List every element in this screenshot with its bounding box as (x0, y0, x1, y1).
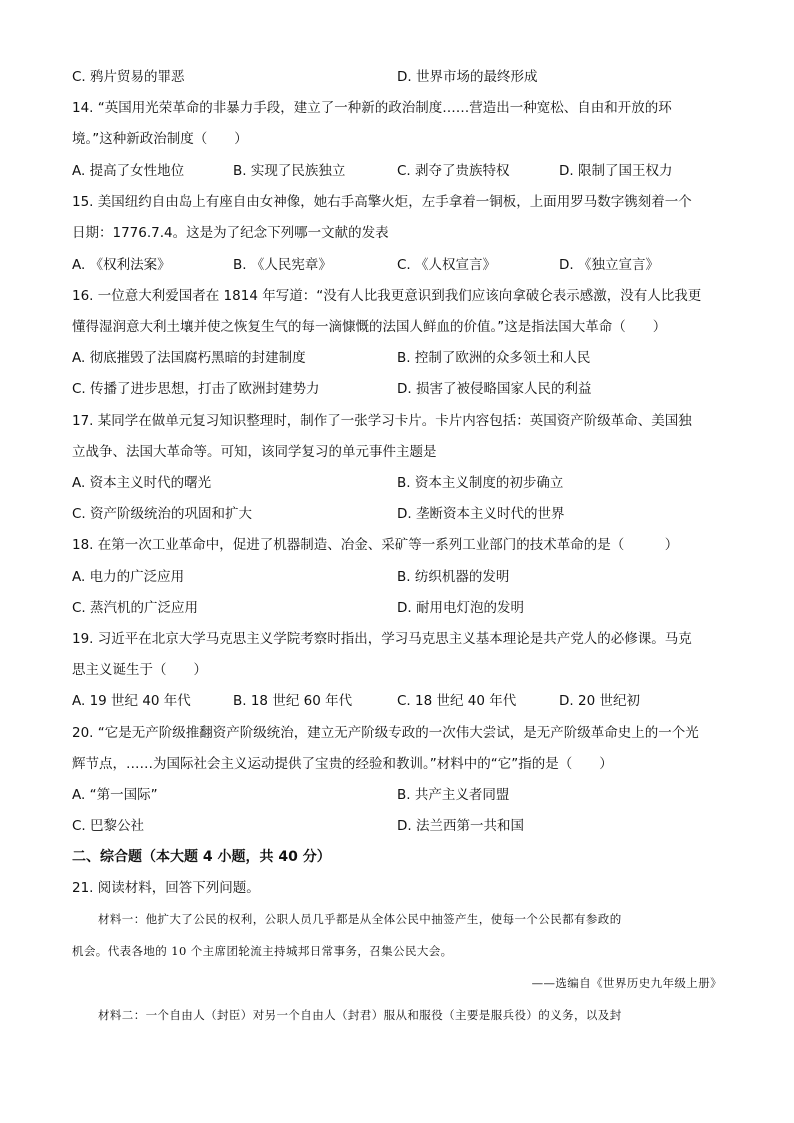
q15-stem-line-2: 日期：1776.7.4。这是为了纪念下列哪一文献的发表 (72, 225, 389, 241)
q19-stem-line-1: 19. 习近平在北京大学马克思主义学院考察时指出，学习马克思主义基本理论是共产党人的必修课。马克 (72, 631, 692, 647)
q19-stem-line-2: 思主义诞生于（ ） (72, 662, 207, 678)
q17-option-c: C. 资产阶级统治的巩固和扩大 (72, 506, 253, 522)
q17-option-b: B. 资本主义制度的初步确立 (397, 475, 564, 491)
q13-option-d: D. 世界市场的最终形成 (397, 69, 538, 85)
q17-stem-line-1: 17. 某同学在做单元复习知识整理时，制作了一张学习卡片。卡片内容包括：英国资产阶级革命、美国独 (72, 413, 692, 429)
q14-stem-line-2: 境。”这种新政治制度（ ） (72, 131, 248, 147)
q20-option-a: A. “第一国际” (72, 787, 158, 803)
q18-option-a: A. 电力的广泛应用 (72, 569, 185, 585)
section-2-title: 二、综合题（本大题 4 小题，共 40 分） (72, 849, 331, 865)
q14-option-d: D. 限制了国王权力 (559, 163, 673, 179)
q21-material-1-source: ——选编自《世界历史九年级上册》 (531, 976, 722, 990)
q18-option-b: B. 纺织机器的发明 (397, 569, 510, 585)
q21-stem: 21. 阅读材料，回答下列问题。 (72, 880, 260, 896)
q15-stem-line-1: 15. 美国纽约自由岛上有座自由女神像，她右手高擎火炬，左手拿着一铜板，上面用罗马数字镌刻着一个 (72, 194, 692, 210)
q16-stem-line-2: 懂得湿润意大利土壤并使之恢复生气的每一滴慷慨的法国人鲜血的价值。”这是指法国大革命（ ） (72, 319, 667, 335)
q16-option-b: B. 控制了欧洲的众多领土和人民 (397, 350, 591, 366)
q14-option-a: A. 提高了女性地位 (72, 163, 185, 179)
q14-option-b: B. 实现了民族独立 (233, 163, 346, 179)
q18-option-d: D. 耐用电灯泡的发明 (397, 600, 524, 616)
q21-material-1-line-1: 材料一：他扩大了公民的权利，公职人员几乎都是从全体公民中抽签产生，使每一个公民都有参政的 (98, 912, 622, 926)
q15-option-a: A. 《权利法案》 (72, 257, 171, 273)
q21-material-1-line-2: 机会。代表各地的 10 个主席团轮流主持城邦日常事务，召集公民大会。 (72, 944, 453, 958)
q16-stem-line-1: 16. 一位意大利爱国者在 1814 年写道：“没有人比我更意识到我们应该向拿破仑表示感激，没有人比我更 (72, 288, 702, 304)
q18-option-c: C. 蒸汽机的广泛应用 (72, 600, 199, 616)
q15-option-c: C. 《人权宣言》 (397, 257, 497, 273)
q16-option-d: D. 损害了被侵略国家人民的利益 (397, 381, 592, 397)
q19-option-a: A. 19 世纪 40 年代 (72, 693, 191, 709)
q18-stem-line-1: 18. 在第一次工业革命中，促进了机器制造、冶金、采矿等一系列工业部门的技术革命的是（ ） (72, 537, 679, 553)
q20-stem-line-2: 辉节点，……为国际社会主义运动提供了宝贵的经验和教训。”材料中的“它”指的是（ ） (72, 756, 613, 772)
q19-option-b: B. 18 世纪 60 年代 (233, 693, 353, 709)
q17-stem-line-2: 立战争、法国大革命等。可知，该同学复习的单元事件主题是 (72, 444, 437, 460)
q15-option-b: B. 《人民宪章》 (233, 257, 332, 273)
q20-stem-line-1: 20. “它是无产阶级推翻资产阶级统治，建立无产阶级专政的一次伟大尝试，是无产阶级革命史上的一个光 (72, 725, 699, 741)
q19-option-c: C. 18 世纪 40 年代 (397, 693, 517, 709)
q20-option-c: C. 巴黎公社 (72, 818, 145, 834)
q16-option-c: C. 传播了进步思想，打击了欧洲封建势力 (72, 381, 320, 397)
q21-material-2-line-1: 材料二：一个自由人（封臣）对另一个自由人（封君）服从和服役（主要是服兵役）的义务，以及封 (98, 1008, 622, 1022)
q20-option-d: D. 法兰西第一共和国 (397, 818, 524, 834)
q17-option-a: A. 资本主义时代的曙光 (72, 475, 212, 491)
q15-option-d: D. 《独立宣言》 (559, 257, 659, 273)
q19-option-d: D. 20 世纪初 (559, 693, 640, 709)
q20-option-b: B. 共产主义者同盟 (397, 787, 510, 803)
q14-stem-line-1: 14. “英国用光荣革命的非暴力手段，建立了一种新的政治制度……营造出一种宽松、自由和开放的环 (72, 100, 672, 116)
q13-option-c: C. 鸦片贸易的罪恶 (72, 69, 185, 85)
q14-option-c: C. 剥夺了贵族特权 (397, 163, 510, 179)
q17-option-d: D. 垄断资本主义时代的世界 (397, 506, 565, 522)
q16-option-a: A. 彻底摧毁了法国腐朽黑暗的封建制度 (72, 350, 306, 366)
